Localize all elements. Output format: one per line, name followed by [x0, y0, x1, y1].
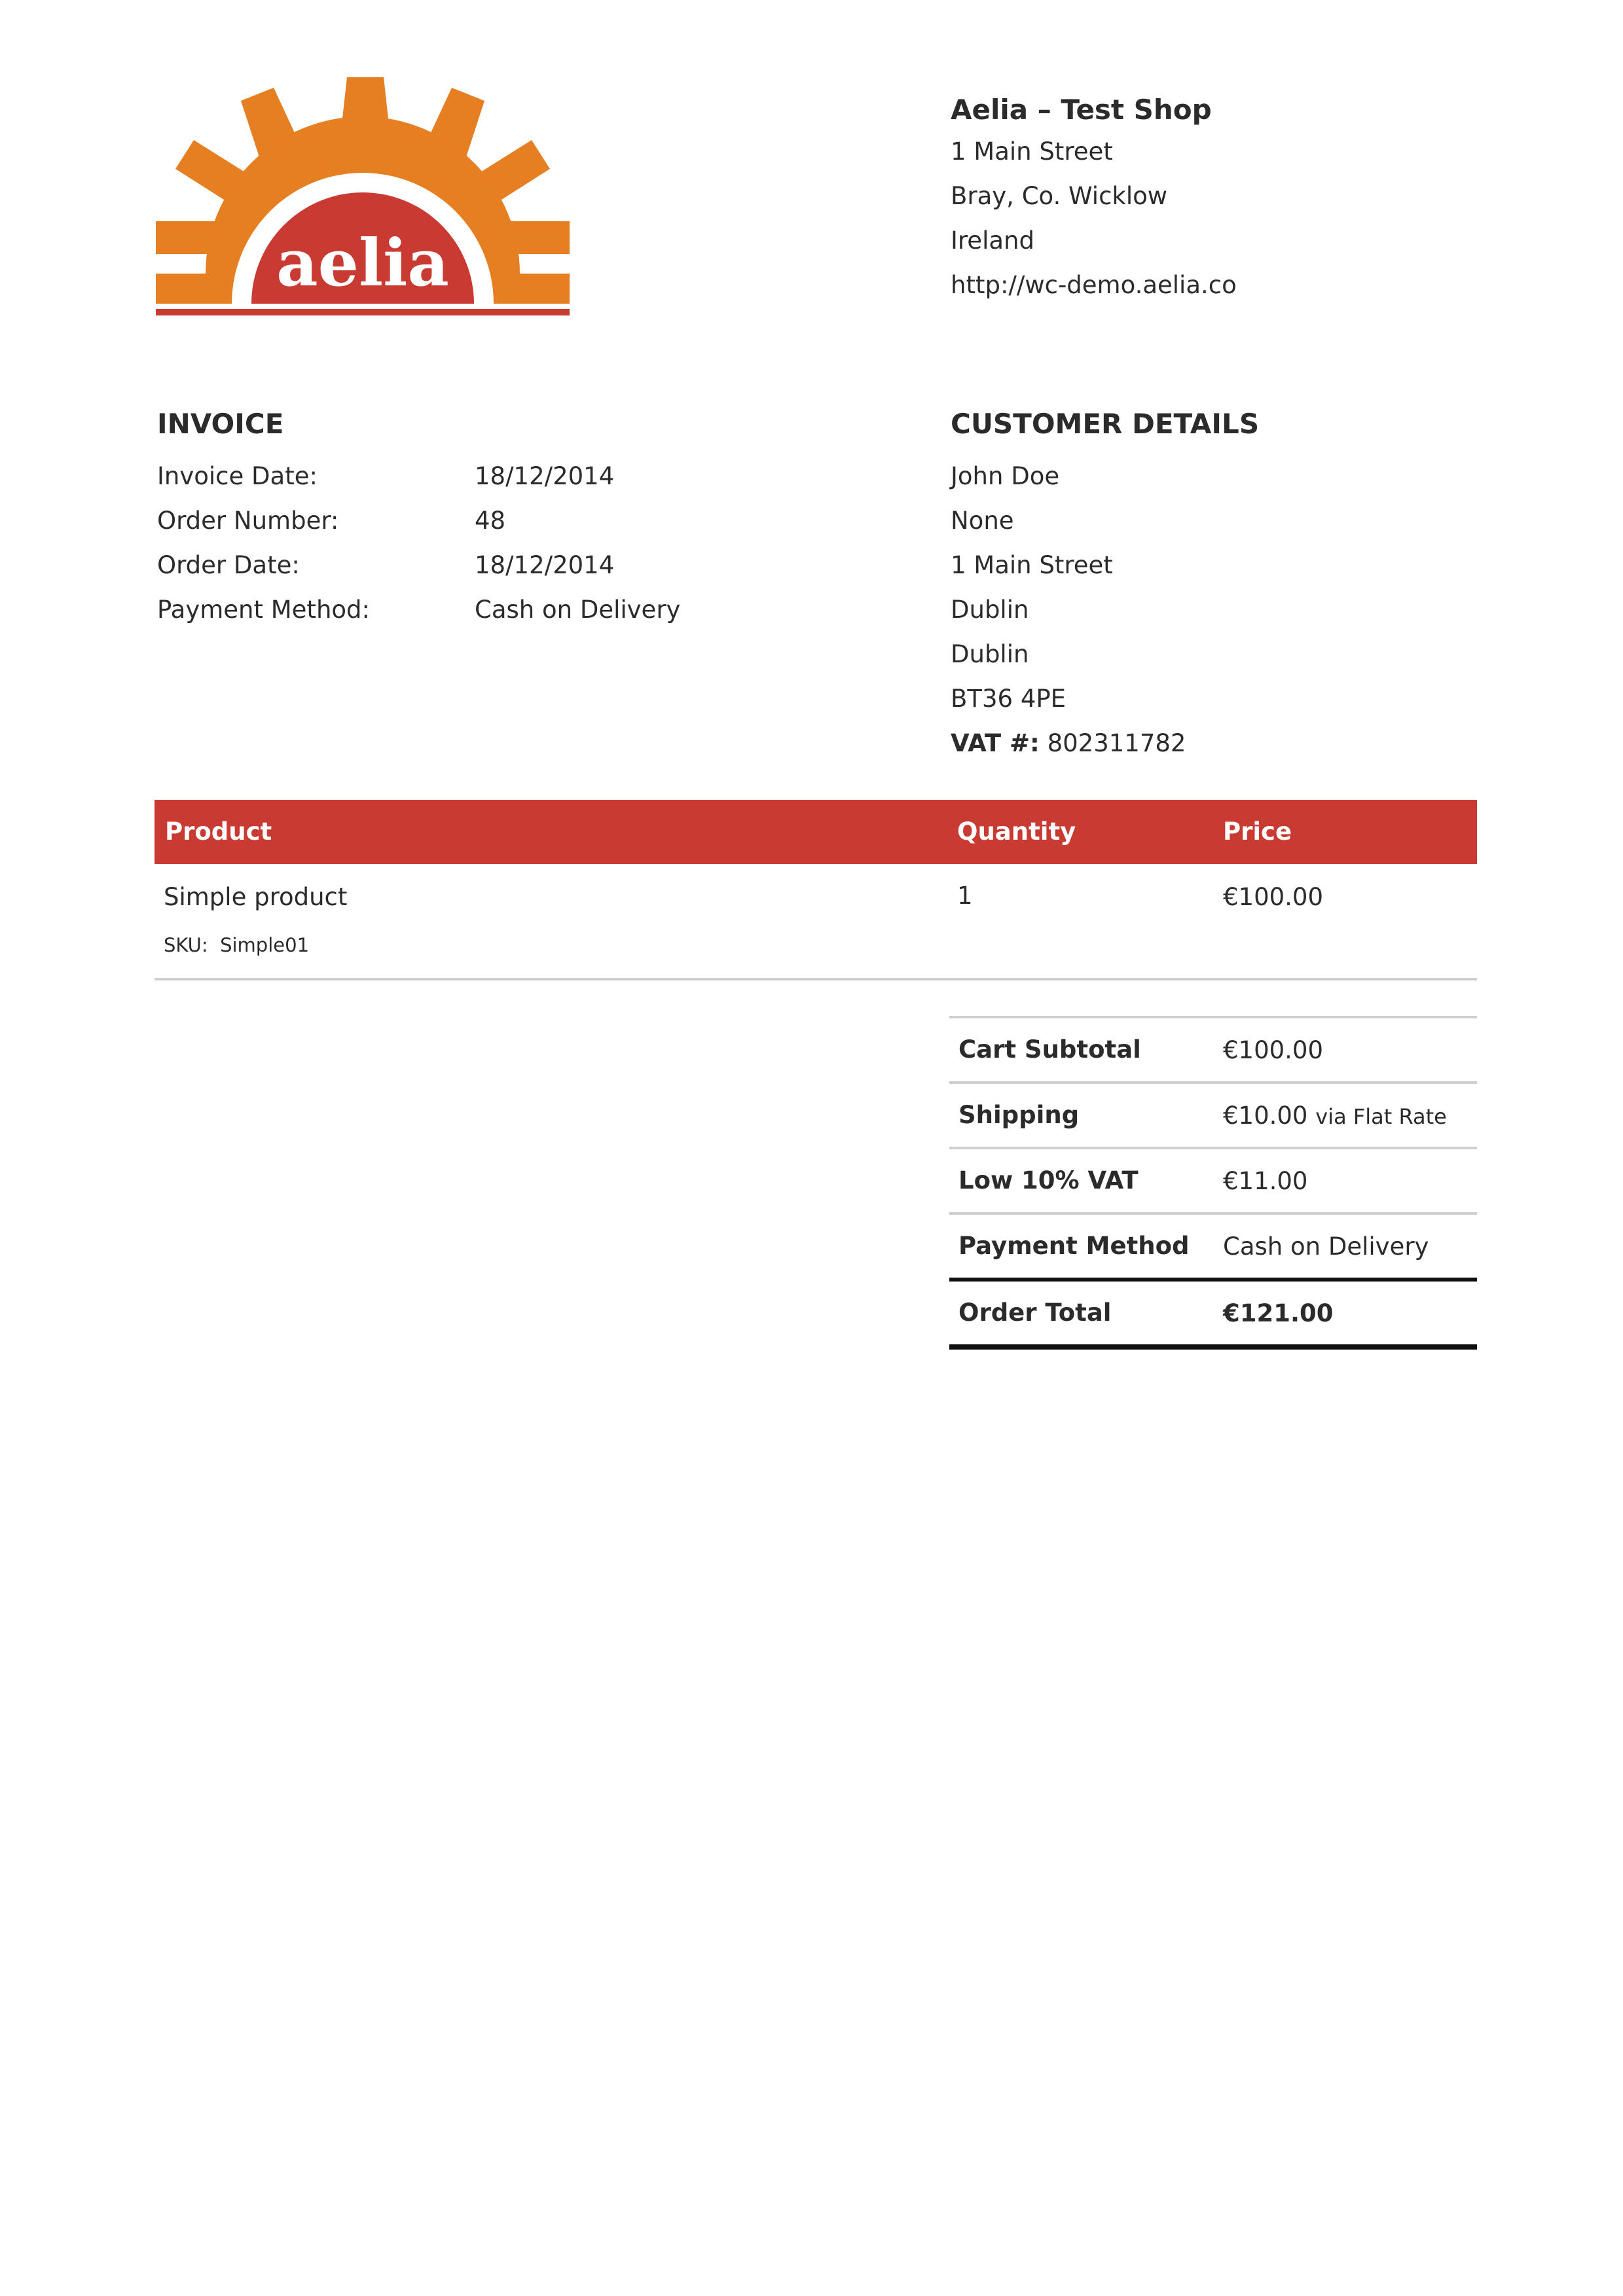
payment-method-value: Cash on Delivery [475, 596, 681, 624]
sku-label: SKU: [164, 934, 208, 956]
vat-value: 802311782 [1047, 729, 1186, 757]
customer-details [951, 454, 1540, 766]
product-quantity: 1 [957, 882, 973, 910]
customer-postcode: BT36 4PE [951, 685, 1067, 713]
invoice-date-label: Invoice Date: [157, 462, 318, 490]
totals-payment-method-value: Cash on Delivery [1223, 1232, 1429, 1261]
totals-row [949, 1018, 1477, 1084]
order-total-row [949, 1282, 1477, 1350]
vat-label: VAT #: [951, 729, 1040, 757]
price-column-header: Price [1223, 817, 1292, 846]
quantity-column-header: Quantity [957, 817, 1076, 846]
customer-details-title: CUSTOMER DETAILS [951, 408, 1260, 440]
totals-payment-method-label: Payment Method [958, 1232, 1190, 1260]
payment-method-label: Payment Method: [157, 596, 370, 624]
order-date-label: Order Date: [157, 551, 300, 579]
totals-row [949, 1215, 1477, 1282]
shop-address-line: Ireland [951, 226, 1034, 255]
aelia-logo [156, 77, 570, 317]
order-date-value: 18/12/2014 [475, 551, 615, 579]
customer-address: 1 Main Street [951, 551, 1113, 579]
shipping-value-cell [1223, 1084, 1447, 1149]
product-sku [164, 932, 309, 958]
logo-graphic [156, 77, 570, 317]
payment-method-row [157, 588, 812, 632]
product-name: Simple product [164, 883, 348, 911]
customer-name: John Doe [951, 462, 1060, 490]
customer-company: None [951, 507, 1014, 535]
vat-total-value: €11.00 [1223, 1167, 1308, 1195]
order-number-label: Order Number: [157, 507, 339, 535]
shop-website: http://wc-demo.aelia.co [951, 271, 1237, 299]
order-total-value: €121.00 [1223, 1299, 1334, 1327]
cart-subtotal-value: €100.00 [1223, 1036, 1324, 1064]
invoice-date-row [157, 454, 812, 499]
vat-total-label: Low 10% VAT [958, 1166, 1139, 1194]
order-totals [949, 1016, 1477, 1350]
shop-name: Aelia – Test Shop [951, 94, 1212, 126]
invoice-date-value: 18/12/2014 [475, 462, 615, 490]
customer-vat [951, 721, 1540, 766]
shop-address-line: Bray, Co. Wicklow [951, 182, 1168, 210]
order-number-value: 48 [475, 507, 506, 535]
customer-city: Dublin [951, 596, 1029, 624]
shipping-value: €10.00 [1223, 1102, 1308, 1130]
products-table-header [155, 800, 1477, 864]
order-number-row [157, 499, 812, 543]
totals-row [949, 1084, 1477, 1149]
table-row [155, 864, 1477, 980]
shop-address-line: 1 Main Street [951, 137, 1113, 166]
order-date-row [157, 543, 812, 588]
order-total-label: Order Total [958, 1299, 1112, 1327]
shipping-label: Shipping [958, 1101, 1080, 1129]
invoice-details [157, 454, 812, 632]
shipping-method-note: via Flat Rate [1315, 1104, 1447, 1129]
invoice-title: INVOICE [157, 408, 284, 440]
shop-info [951, 92, 1474, 308]
customer-county: Dublin [951, 640, 1029, 668]
product-price: €100.00 [1223, 883, 1324, 911]
sku-value: Simple01 [220, 934, 310, 956]
totals-row [949, 1149, 1477, 1215]
product-column-header: Product [165, 817, 272, 846]
logo-text: aelia [276, 226, 449, 301]
cart-subtotal-label: Cart Subtotal [958, 1035, 1141, 1064]
